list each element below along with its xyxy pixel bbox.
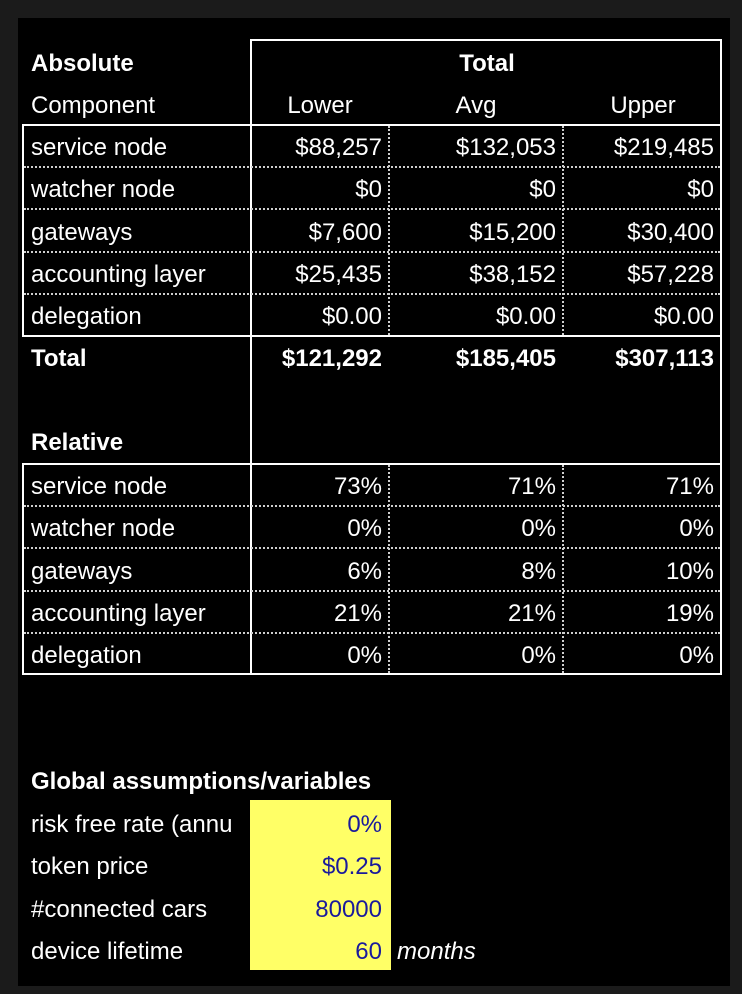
rel-border-mid bbox=[250, 463, 252, 675]
rel-cell-lower[interactable]: 0% bbox=[347, 515, 382, 542]
abs-cell-avg[interactable]: $38,152 bbox=[469, 261, 556, 288]
spacer-border-right bbox=[720, 335, 722, 465]
spreadsheet bbox=[18, 18, 730, 986]
absolute-title: Absolute bbox=[31, 50, 134, 77]
assumption-label-connected-cars: #connected cars bbox=[31, 896, 208, 923]
rel-border-right bbox=[720, 463, 722, 675]
total-avg[interactable]: $185,405 bbox=[455, 345, 556, 372]
rel-col-divider bbox=[388, 465, 390, 673]
rel-cell-avg[interactable]: 21% bbox=[507, 600, 556, 627]
relative-title: Relative bbox=[31, 429, 124, 456]
abs-border-right bbox=[720, 124, 722, 337]
rel-cell-upper[interactable]: 10% bbox=[665, 558, 714, 585]
abs-border-mid bbox=[250, 124, 252, 337]
abs-row-divider bbox=[24, 251, 720, 253]
abs-row-label[interactable]: accounting layer bbox=[31, 261, 206, 288]
rel-border-top bbox=[22, 463, 722, 465]
spacer-border-left bbox=[250, 335, 252, 465]
device-lifetime-input[interactable]: 60 bbox=[355, 938, 382, 965]
rel-row-divider bbox=[24, 505, 720, 507]
rel-cell-upper[interactable]: 0% bbox=[679, 642, 714, 669]
col-header-upper: Upper bbox=[610, 92, 676, 119]
rel-row-label[interactable]: accounting layer bbox=[31, 600, 206, 627]
rel-cell-avg[interactable]: 71% bbox=[507, 473, 556, 500]
rel-col-divider bbox=[562, 465, 564, 673]
rel-cell-avg[interactable]: 0% bbox=[521, 515, 556, 542]
rel-cell-upper[interactable]: 19% bbox=[665, 600, 714, 627]
abs-cell-avg[interactable]: $15,200 bbox=[469, 219, 556, 246]
abs-cell-upper[interactable]: $30,400 bbox=[627, 219, 714, 246]
abs-cell-upper[interactable]: $219,485 bbox=[613, 134, 714, 161]
abs-cell-upper[interactable]: $0.00 bbox=[653, 303, 714, 330]
rel-cell-lower[interactable]: 73% bbox=[333, 473, 382, 500]
total-label: Total bbox=[31, 345, 87, 372]
device-lifetime-unit: months bbox=[397, 938, 476, 965]
rel-row-divider bbox=[24, 590, 720, 592]
abs-row-label[interactable]: gateways bbox=[31, 219, 133, 246]
rel-cell-upper[interactable]: 0% bbox=[679, 515, 714, 542]
assumptions-title: Global assumptions/variables bbox=[31, 768, 372, 795]
abs-border-top bbox=[22, 124, 722, 126]
risk-free-rate-input[interactable]: 0% bbox=[347, 811, 382, 838]
total-header: Total bbox=[459, 50, 515, 77]
abs-row-divider bbox=[24, 293, 720, 295]
connected-cars-input[interactable]: 80000 bbox=[315, 896, 382, 923]
abs-cell-lower[interactable]: $0 bbox=[355, 176, 382, 203]
rel-cell-upper[interactable]: 71% bbox=[665, 473, 714, 500]
rel-cell-lower[interactable]: 6% bbox=[347, 558, 382, 585]
abs-cell-avg[interactable]: $0.00 bbox=[495, 303, 556, 330]
abs-col-divider bbox=[562, 126, 564, 335]
abs-row-divider bbox=[24, 166, 720, 168]
abs-cell-lower[interactable]: $88,257 bbox=[295, 134, 382, 161]
col-header-avg: Avg bbox=[455, 92, 497, 119]
abs-col-divider bbox=[388, 126, 390, 335]
rel-border-left bbox=[22, 463, 24, 675]
rel-row-label[interactable]: watcher node bbox=[31, 515, 176, 542]
assumption-label-device-lifetime: device lifetime bbox=[31, 938, 184, 965]
rel-row-label[interactable]: delegation bbox=[31, 642, 142, 669]
rel-cell-lower[interactable]: 21% bbox=[333, 600, 382, 627]
assumption-label-token-price: token price bbox=[31, 853, 149, 880]
rel-cell-avg[interactable]: 8% bbox=[521, 558, 556, 585]
abs-row-label[interactable]: service node bbox=[31, 134, 168, 161]
rel-cell-avg[interactable]: 0% bbox=[521, 642, 556, 669]
abs-cell-lower[interactable]: $0.00 bbox=[321, 303, 382, 330]
token-price-input[interactable]: $0.25 bbox=[321, 853, 382, 880]
rel-row-divider bbox=[24, 632, 720, 634]
component-label: Component bbox=[31, 92, 156, 119]
abs-row-divider bbox=[24, 208, 720, 210]
total-upper[interactable]: $307,113 bbox=[615, 345, 714, 372]
abs-border-left bbox=[22, 124, 24, 337]
rel-row-label[interactable]: gateways bbox=[31, 558, 133, 585]
abs-cell-upper[interactable]: $0 bbox=[687, 176, 714, 203]
abs-cell-upper[interactable]: $57,228 bbox=[627, 261, 714, 288]
abs-row-label[interactable]: delegation bbox=[31, 303, 142, 330]
abs-row-label[interactable]: watcher node bbox=[31, 176, 176, 203]
total-lower[interactable]: $121,292 bbox=[281, 345, 382, 372]
abs-cell-lower[interactable]: $25,435 bbox=[295, 261, 382, 288]
col-header-lower: Lower bbox=[287, 92, 353, 119]
abs-cell-avg[interactable]: $132,053 bbox=[455, 134, 556, 161]
rel-cell-lower[interactable]: 0% bbox=[347, 642, 382, 669]
header-border-top bbox=[250, 39, 722, 41]
rel-border-bottom bbox=[22, 673, 722, 675]
rel-row-divider bbox=[24, 547, 720, 549]
rel-row-label[interactable]: service node bbox=[31, 473, 168, 500]
abs-cell-avg[interactable]: $0 bbox=[529, 176, 556, 203]
assumption-label-risk-free-rate: risk free rate (annu bbox=[31, 811, 233, 838]
abs-border-bottom bbox=[22, 335, 722, 337]
abs-cell-lower[interactable]: $7,600 bbox=[308, 219, 382, 246]
